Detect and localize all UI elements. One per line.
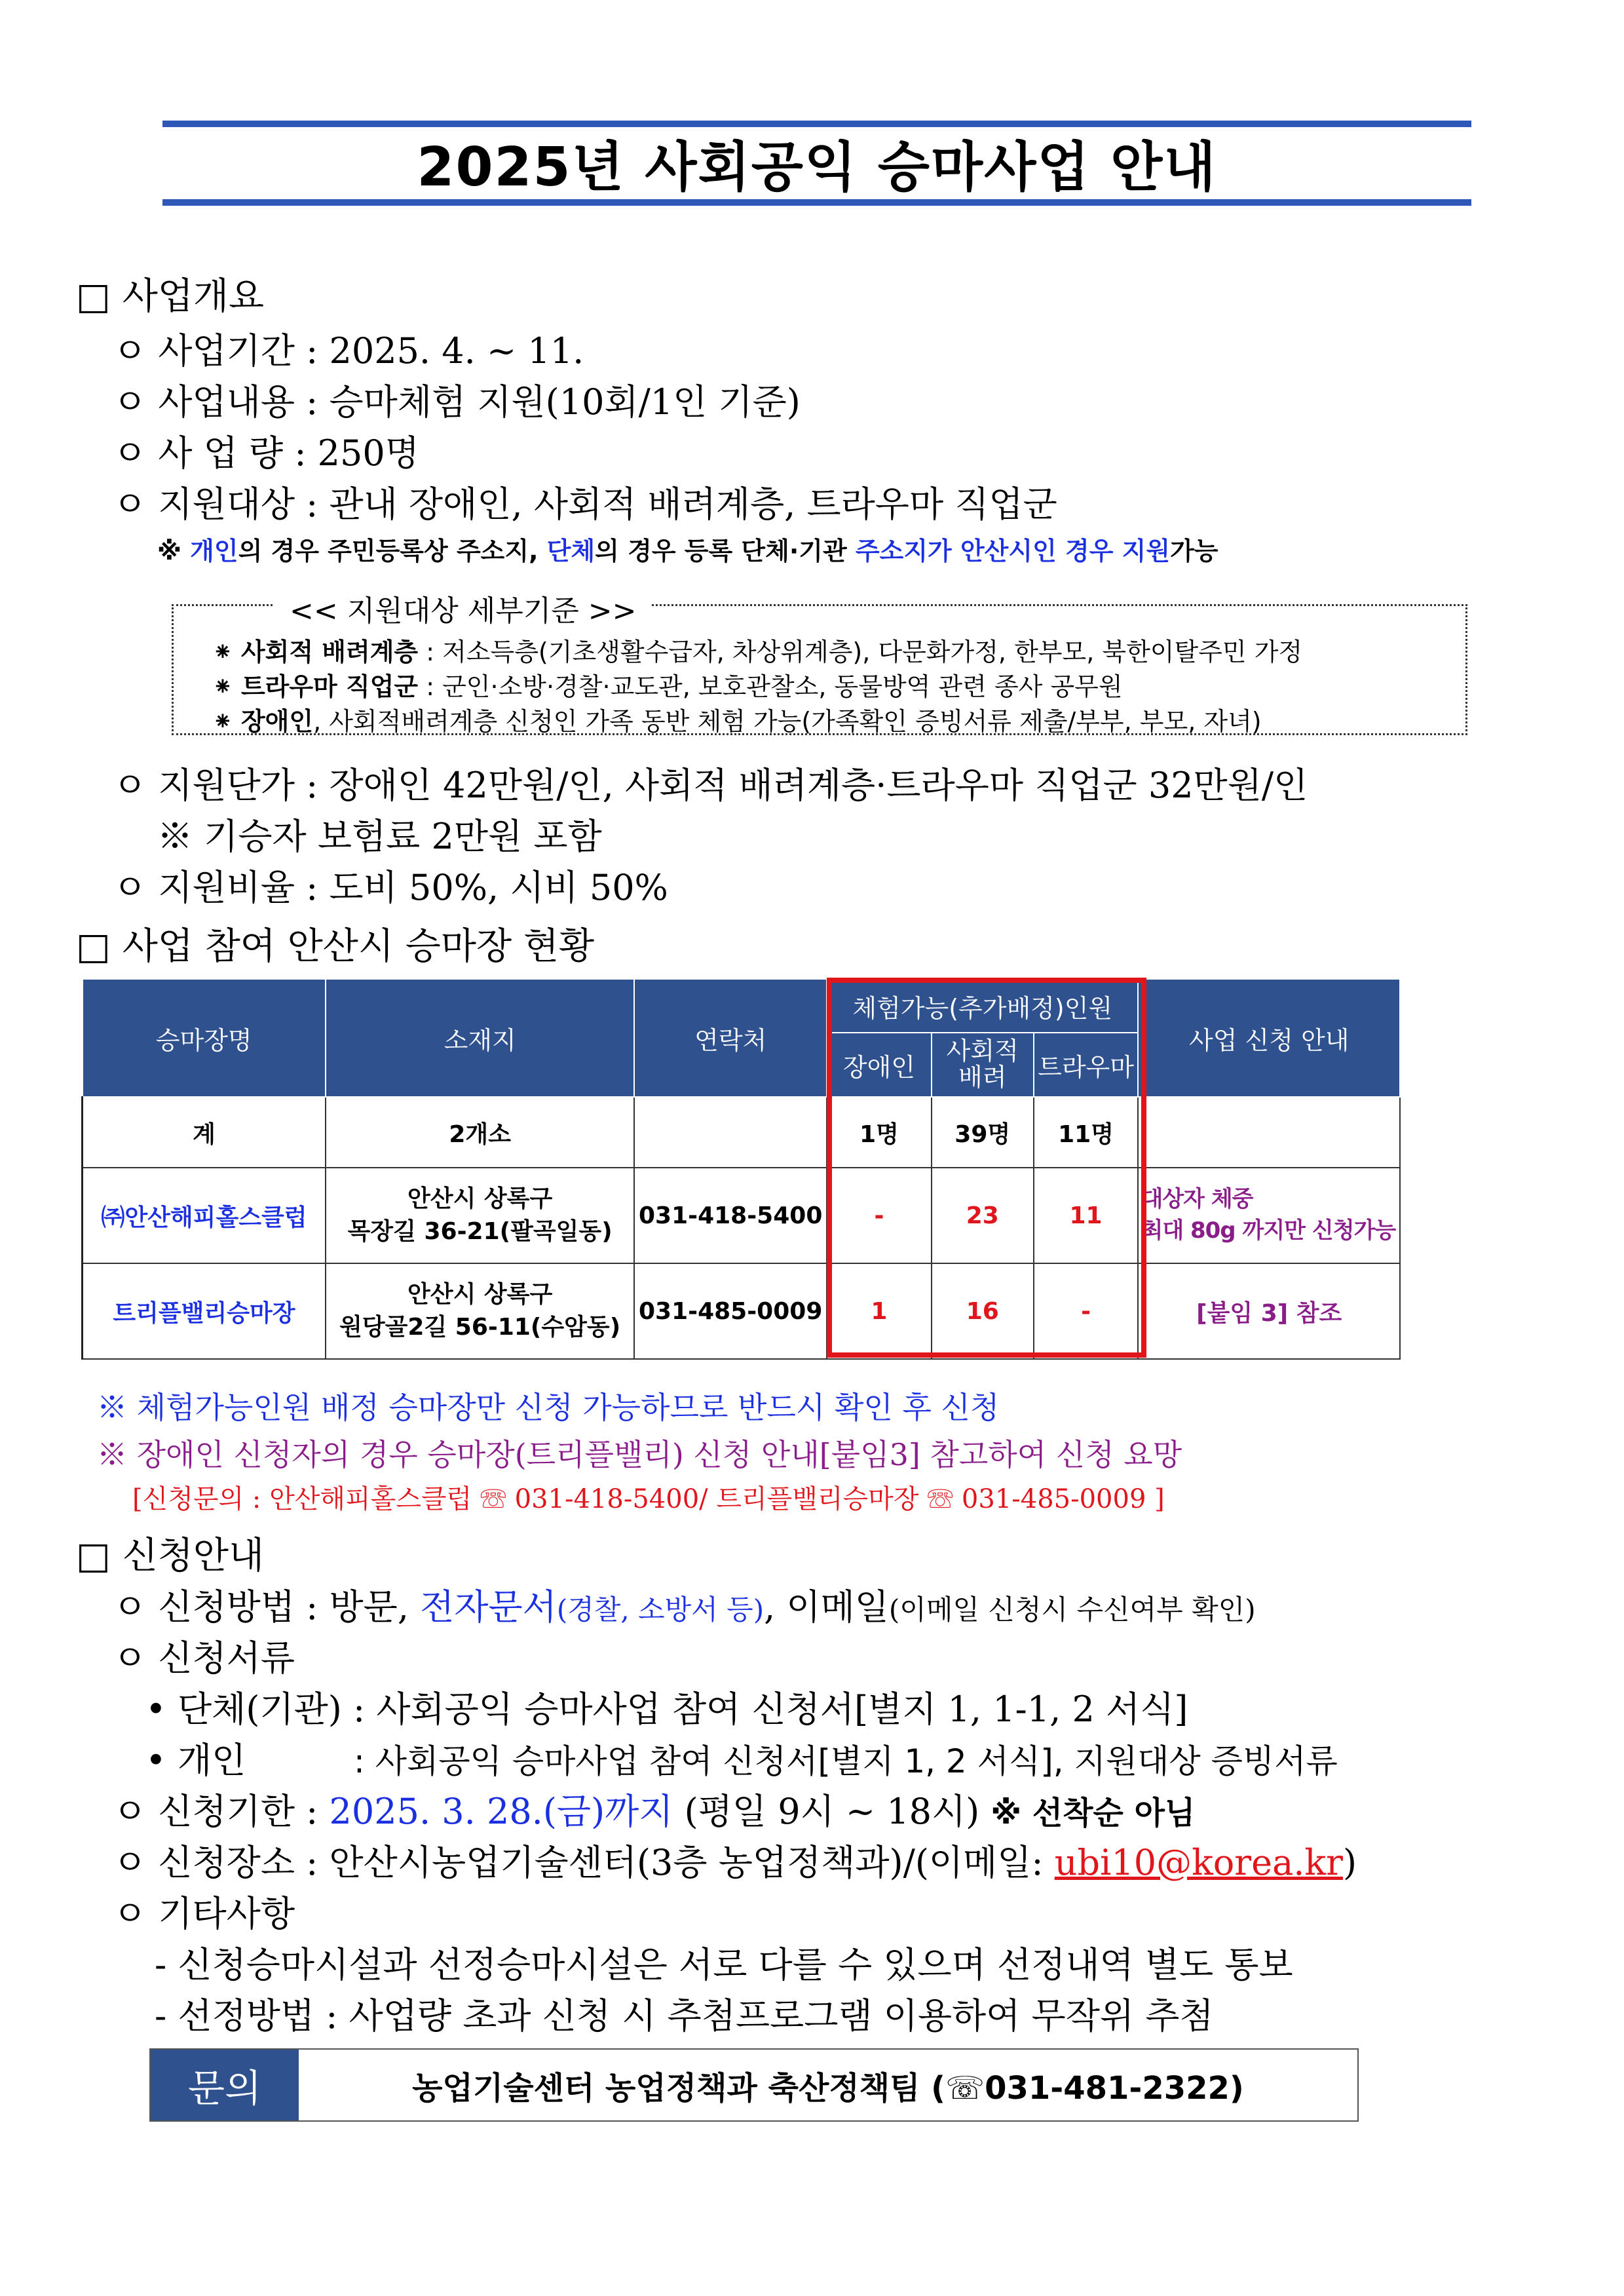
- criteria-item-social: [212, 632, 1302, 668]
- docs-individual-text: : 사회공익 승마사업 참여 신청서[별지 1, 2 서식], 지원대상 증빙서류: [354, 1742, 1338, 1780]
- target-line: ㅇ 지원대상 : 관내 장애인, 사회적 배려계층, 트라우마 직업군: [113, 484, 1057, 525]
- docs-line: ㅇ 신청서류: [113, 1637, 295, 1679]
- overview-heading: □ 사업개요: [76, 275, 265, 318]
- docs-group-line: • 단체(기관) : 사회공익 승마사업 참여 신청서[별지 1, 1-1, 2 서식]: [145, 1689, 1188, 1730]
- cell-contact: 031-418-5400: [634, 1168, 827, 1263]
- place-email-link[interactable]: ubi10@korea.kr: [1054, 1842, 1343, 1883]
- cell-trauma: -: [1034, 1263, 1139, 1359]
- method-email-detail: (이메일 신청시 수신여부 확인): [888, 1594, 1256, 1626]
- ratio-line: ㅇ 지원비율 : 도비 50%, 시비 50%: [113, 867, 668, 908]
- cell-guide: [1138, 1097, 1400, 1168]
- cell-social: 23: [932, 1168, 1034, 1263]
- criteria-item-trauma-text: : 군인·소방·경찰·교도관, 보호관찰소, 동물방역 관련 종사 공무원: [418, 672, 1123, 701]
- header-social: 사회적 배려: [932, 1033, 1034, 1097]
- inquiry-label: 문의: [151, 2050, 299, 2120]
- cell-location: 2개소: [326, 1097, 634, 1168]
- cell-guide: 대상자 체중 최대 80g 까지만 신청가능: [1138, 1168, 1400, 1263]
- method-e-doc: 전자문서: [420, 1586, 557, 1628]
- application-heading: □ 신청안내: [76, 1535, 265, 1577]
- cell-location: 안산시 상록구 목장길 36-21(팔곡일동): [326, 1168, 634, 1263]
- note-contact: [신청문의 : 안산해피홀스클럽 ☏ 031-418-5400/ 트리플밸리승마장 ☏ 031-485-0009 ]: [132, 1484, 1165, 1514]
- criteria-bullet: ⁕: [212, 672, 233, 701]
- cell-name: 계: [83, 1097, 326, 1168]
- cell-guide: [붙임 3] 참조: [1138, 1263, 1400, 1359]
- cell-trauma: 11명: [1034, 1097, 1139, 1168]
- cell-contact: [634, 1097, 827, 1168]
- residency-note-ansan: 주소지가 안산시인 경우 지원: [855, 537, 1171, 565]
- method-text-1: ㅇ 신청방법 : 방문,: [113, 1586, 421, 1628]
- criteria-bullet: ⁕: [212, 638, 233, 666]
- cell-disabled: -: [827, 1168, 932, 1263]
- etc-item-1: - 신청승마시설과 선정승마시설은 서로 다를 수 있으며 선정내역 별도 통보: [155, 1944, 1293, 1985]
- header-guide: 사업 신청 안내: [1138, 979, 1400, 1097]
- docs-individual-line: [145, 1732, 1338, 1783]
- note-allocation: ※ 체험가능인원 배정 승마장만 신청 가능하므로 반드시 확인 후 신청: [97, 1390, 1000, 1425]
- deadline-text-1: ㅇ 신청기한 :: [113, 1791, 330, 1832]
- residency-note-text-3: 가능: [1170, 537, 1218, 565]
- criteria-item-trauma: [212, 666, 1123, 702]
- method-line: [113, 1579, 1256, 1630]
- title-rule-bottom: [162, 199, 1471, 206]
- table-row-happy-horse: [83, 1168, 1401, 1263]
- cell-social: 16: [932, 1263, 1034, 1359]
- etc-item-2: - 선정방법 : 사업량 초과 신청 시 추첨프로그램 이용하여 무작위 추첨: [155, 1995, 1214, 2037]
- header-capacity: 체험가능(추가배정)인원: [827, 979, 1138, 1033]
- volume-line: ㅇ 사 업 량 : 250명: [113, 432, 419, 474]
- cell-social: 39명: [932, 1097, 1034, 1168]
- header-contact: 연락처: [634, 979, 827, 1097]
- header-location: 소재지: [326, 979, 634, 1097]
- criteria-item-disabled: [212, 701, 1262, 737]
- deadline-date: 2025. 3. 28.(금)까지: [329, 1791, 673, 1832]
- header-name: 승마장명: [83, 979, 326, 1097]
- residency-note-text-2: 의 경우 등록 단체·기관: [595, 537, 856, 565]
- place-line: [113, 1835, 1357, 1885]
- header-disabled: 장애인: [827, 1033, 932, 1097]
- unit-price-line: ㅇ 지원단가 : 장애인 42만원/인, 사회적 배려계층·트라우마 직업군 32만원/인: [113, 765, 1308, 806]
- place-text: ㅇ 신청장소 : 안산시농업기술센터(3층 농업정책과)/(이메일:: [113, 1842, 1055, 1883]
- deadline-line: [113, 1784, 1195, 1834]
- residency-note-mark: ※: [157, 537, 191, 565]
- table-row-total: [83, 1097, 1401, 1168]
- cell-trauma: 11: [1034, 1168, 1139, 1263]
- deadline-hours: (평일 9시 ~ 18시): [673, 1791, 991, 1832]
- note-disabled: ※ 장애인 신청자의 경우 승마장(트리플밸리) 신청 안내[붙임3] 참고하여 신청 요망: [97, 1437, 1182, 1472]
- criteria-item-social-text: : 저소득층(기초생활수급자, 차상위계층), 다문화가정, 한부모, 북한이탈주민 가정: [418, 638, 1303, 666]
- criteria-item-disabled-label: 장애인: [240, 707, 314, 736]
- method-e-doc-detail: (경찰, 소방서 등): [556, 1594, 765, 1626]
- inquiry-box: [149, 2048, 1359, 2122]
- cell-location: 안산시 상록구 원당골2길 56-11(수암동): [326, 1263, 634, 1359]
- venue-table: [81, 978, 1401, 1360]
- etc-line: ㅇ 기타사항: [113, 1893, 295, 1934]
- insurance-note: ※ 기승자 보험료 2만원 포함: [157, 816, 602, 857]
- header-trauma: 트라우마: [1034, 1033, 1139, 1097]
- method-email: , 이메일: [764, 1586, 889, 1628]
- cell-name: ㈜안산해피홀스클럽: [83, 1168, 326, 1263]
- docs-individual-label: • 개인: [145, 1740, 246, 1781]
- cell-disabled: 1명: [827, 1097, 932, 1168]
- residency-note-group: 단체: [546, 537, 595, 565]
- place-text-end: ): [1342, 1842, 1357, 1883]
- criteria-title: << 지원대상 세부기준 >>: [274, 587, 652, 629]
- inquiry-contact: 농업기술센터 농업정책과 축산정책팀 (☏031-481-2322): [412, 2069, 1244, 2107]
- criteria-item-disabled-text: , 사회적배려계층 신청인 가족 동반 체험 가능(가족확인 증빙서류 제출/부부, 부모, 자녀): [313, 707, 1262, 736]
- cell-contact: 031-485-0009: [634, 1263, 827, 1359]
- criteria-item-social-label: 사회적 배려계층: [240, 638, 419, 666]
- residency-note-individual: 개인: [190, 537, 238, 565]
- cell-name: 트리플밸리승마장: [83, 1263, 326, 1359]
- residency-note: [157, 531, 1218, 567]
- residency-note-text-1: 의 경우 주민등록상 주소지,: [238, 537, 547, 565]
- table-row-triple-valley: [83, 1263, 1401, 1359]
- period-line: ㅇ 사업기간 : 2025. 4. ~ 11.: [113, 330, 584, 372]
- cell-disabled: 1: [827, 1263, 932, 1359]
- deadline-not-first-come: ※ 선착순 아님: [991, 1795, 1196, 1831]
- criteria-bullet: ⁕: [212, 707, 233, 736]
- content-line: ㅇ 사업내용 : 승마체험 지원(10회/1인 기준): [113, 381, 801, 423]
- page-title: 2025년 사회공익 승마사업 안내: [417, 136, 1217, 199]
- criteria-item-trauma-label: 트라우마 직업군: [240, 672, 419, 701]
- venues-heading: □ 사업 참여 안산시 승마장 현황: [76, 925, 595, 968]
